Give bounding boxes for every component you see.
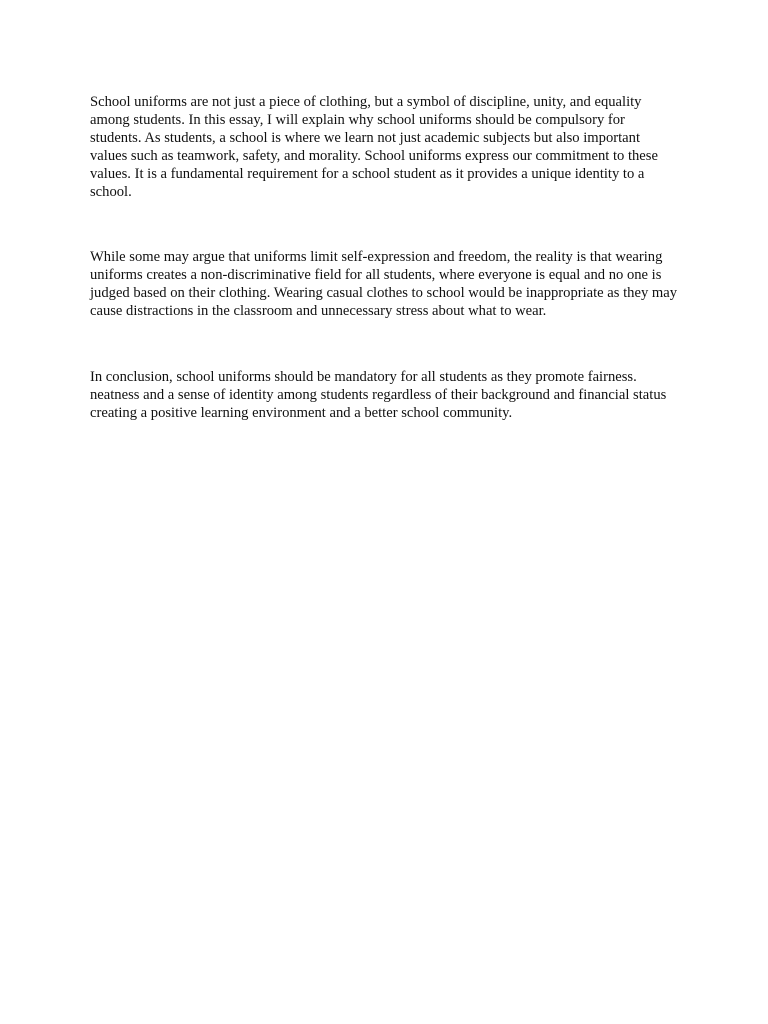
document-body <box>90 94 680 423</box>
paragraph-1: School uniforms are not just a piece of clothing, but a symbol of discipline, unity, and equality among students. In this essay, I will explain why school uniforms should be compulsory for students. As students, a school is where we learn not just academic subjects but also important values such as teamwork, safety, and morality. School uniforms express our commitment to these values. It is a fundamental requirement for a school student as it provides a unique identity to a school. <box>90 94 658 200</box>
paragraph-3: In conclusion, school uniforms should be mandatory for all students as they promote fairness. neatness and a sense of identity among students regardless of their background and financial status creating a positive learning environment and a better school community. <box>90 369 667 421</box>
paragraph-2: While some may argue that uniforms limit self-expression and freedom, the reality is that wearing uniforms creates a non-discriminative field for all students, where everyone is equal and no one is judged based on their clothing. Wearing casual clothes to school would be inappropriate as they may cause distractions in the classroom and unnecessary stress about what to wear. <box>90 249 678 320</box>
